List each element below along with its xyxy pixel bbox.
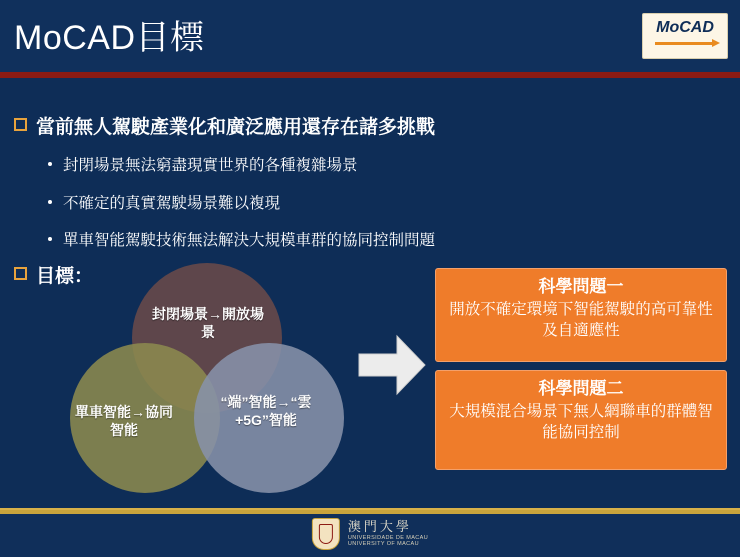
square-outline-marker — [14, 118, 27, 131]
bullet-text: 不確定的真實駕駛場景難以複現 — [63, 195, 281, 212]
arrow-right-icon — [655, 42, 713, 45]
problem-box-1-body: 開放不確定環境下智能駕駛的高可靠性及自適應性 — [449, 301, 713, 340]
mocad-logo-text: MoCAD — [656, 19, 714, 36]
university-name-block — [348, 520, 428, 548]
footer-accent-band — [0, 510, 740, 514]
university-name-en: UNIVERSITY OF MACAU — [347, 541, 419, 548]
square-outline-marker — [14, 267, 27, 280]
arrow-right-icon — [355, 328, 429, 402]
dot-marker — [48, 162, 52, 166]
mocad-logo — [642, 13, 728, 59]
dot-marker — [48, 237, 52, 241]
university-name-pt: UNIVERSIDADE DE MACAU — [347, 535, 429, 542]
problem-box-2 — [435, 370, 727, 470]
problem-box-2-body: 大規模混合場景下無人網聯車的群體智能協同控制 — [449, 403, 713, 442]
bullet-text: 當前無人駕駛產業化和廣泛應用還存在諸多挑戰 — [36, 117, 436, 138]
university-name-cn: 澳門大學 — [347, 519, 412, 535]
slide-footer — [0, 508, 740, 557]
university-crest-icon — [312, 518, 340, 550]
problem-box-1-title: 科學問題一 — [538, 277, 624, 296]
bullet-level2-item-2 — [48, 191, 280, 213]
bullet-text: 目標： — [36, 266, 94, 287]
venn-diagram — [70, 263, 360, 488]
problem-box-1 — [435, 268, 727, 362]
bullet-level2-item-1 — [48, 153, 358, 175]
venn-label-left: 單車智能→協同智能 — [75, 404, 173, 439]
dot-marker — [48, 200, 52, 204]
slide-header — [0, 0, 740, 72]
venn-label-right: “端”智能→“雲+5G”智能 — [220, 394, 312, 429]
bullet-level2-item-3 — [48, 228, 435, 250]
slide-body — [0, 78, 740, 508]
bullet-level1-challenges — [14, 112, 435, 139]
bullet-text: 單車智能駕駛技術無法解決大規模車群的協同控制問題 — [63, 232, 436, 249]
venn-label-top: 封閉場景→開放場景 — [152, 306, 264, 341]
university-logo — [312, 518, 428, 550]
bullet-text: 封閉場景無法窮盡現實世界的各種複雜場景 — [63, 157, 358, 174]
page-title: MoCAD目標 — [14, 19, 205, 57]
problem-box-2-title: 科學問題二 — [538, 379, 624, 398]
